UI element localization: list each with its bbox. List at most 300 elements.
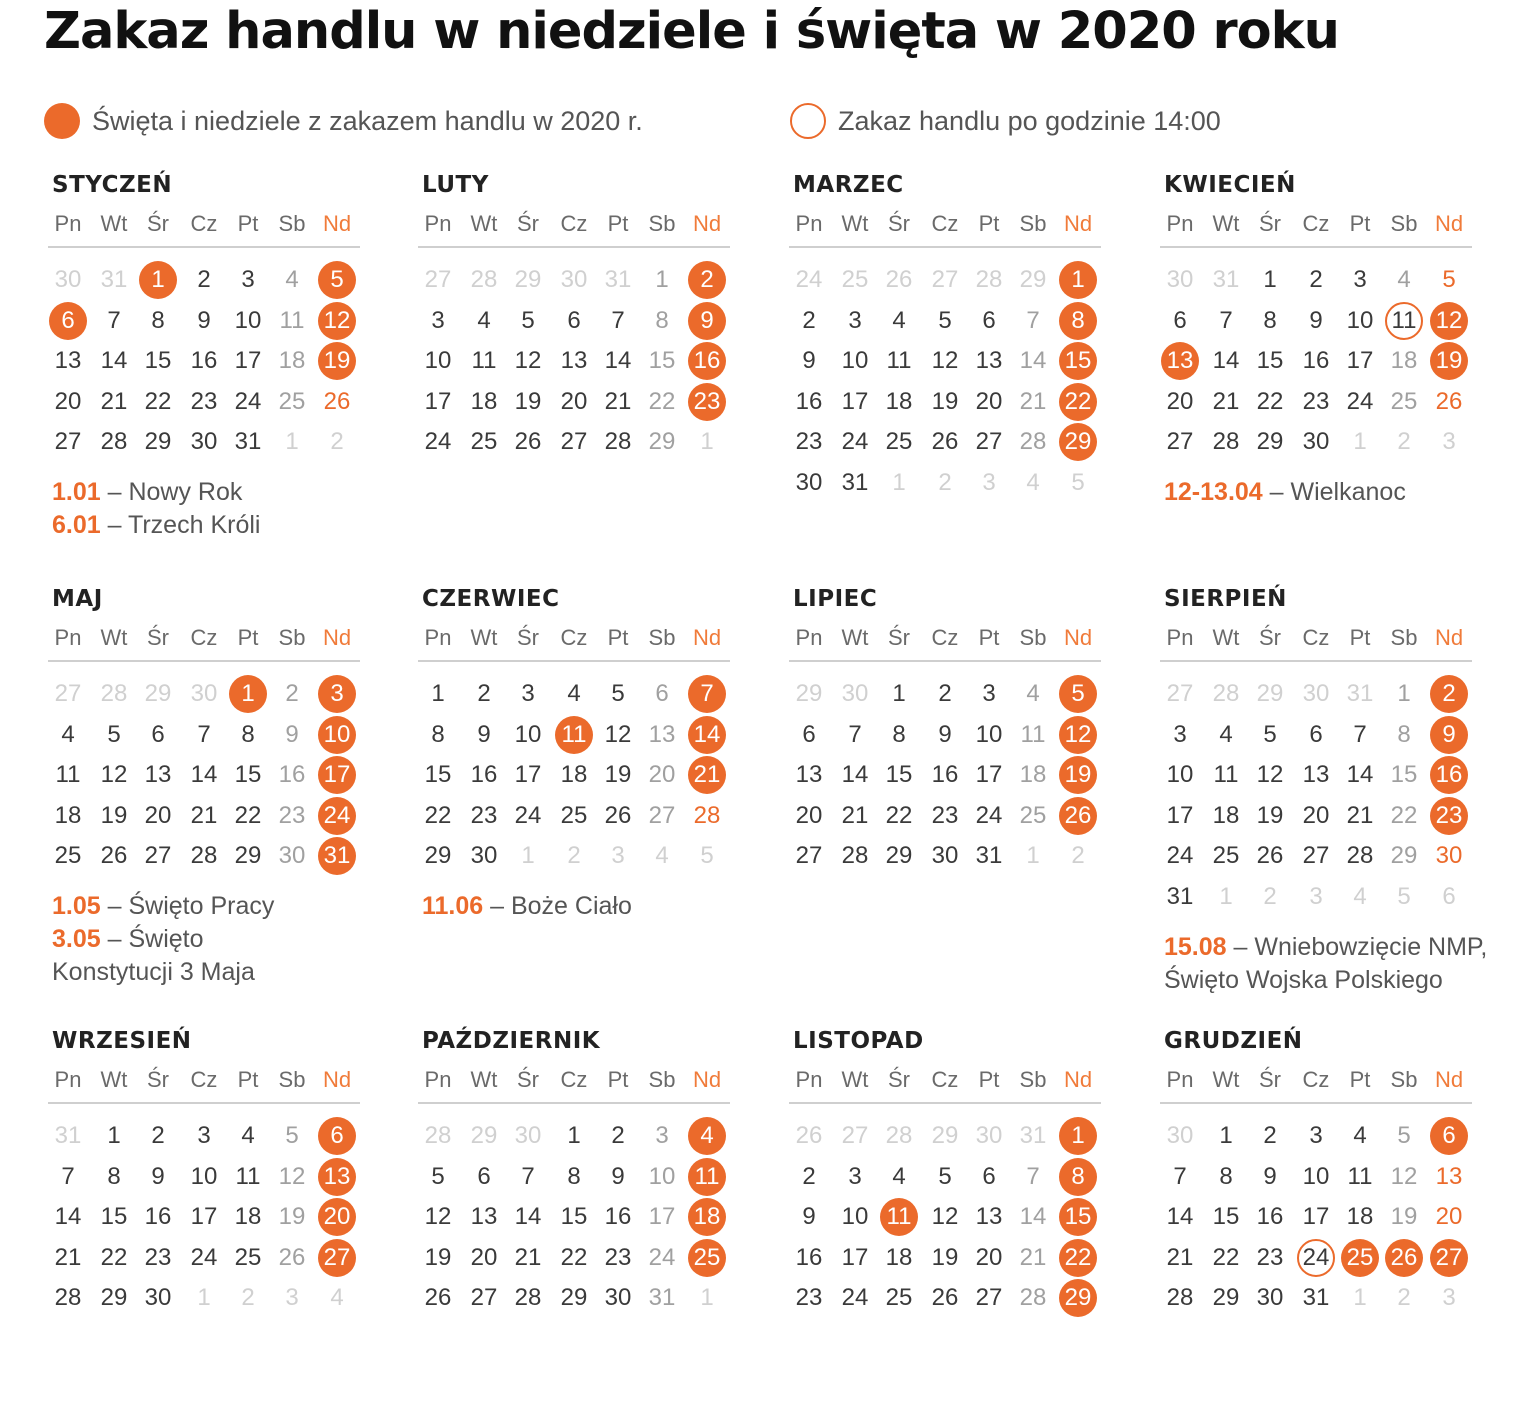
month-name: CZERWIEC [422,586,560,612]
weekday-label: Wt [1212,211,1240,236]
day-cell: 2 [567,842,581,869]
month-name: PAŹDZIERNIK [422,1028,601,1054]
day-cell: 1 [1353,1284,1367,1311]
day-cell: 2 [1263,1122,1277,1149]
day-cell: 12 [1390,1162,1418,1190]
day-cell: 19 [318,342,356,380]
day-cell: 6 [1430,1117,1468,1155]
day-cell: 26 [1256,842,1284,869]
weekday-label: Śr [888,211,910,236]
month-name: STYCZEŃ [52,172,173,198]
weekday-label: Cz [931,211,959,236]
day-cell: 2 [1071,842,1085,869]
day-cell: 3 [1442,1284,1456,1311]
weekday-label: Nd [692,1067,722,1092]
day-cell: 2 [1309,266,1323,293]
day-cell: 3 [1309,1122,1323,1149]
day-cell: 30 [190,680,218,707]
day-cell: 25 [1390,387,1418,415]
day-cell: 30 [795,468,823,496]
day-cell: 23 [470,801,498,829]
day-cell: 8 [1263,306,1277,334]
day-cell: 25 [1341,1239,1379,1277]
day-cell: 5 [938,306,952,334]
weekday-label: Wt [470,211,498,236]
day-cell: 26 [1385,1239,1423,1277]
day-cell: 25 [234,1243,262,1271]
day-cell: 11 [1385,302,1423,340]
day-cell: 28 [514,1284,542,1311]
holiday-note [52,476,382,509]
day-cell: 6 [802,720,816,748]
day-cell: 18 [688,1198,726,1236]
day-cell: 31 [604,266,632,293]
filled-circle-icon [44,103,80,139]
weekday-label: Nd [1434,211,1464,236]
month-8 [48,1028,368,1428]
weekday-header [48,1062,360,1104]
day-cell: 5 [318,261,356,299]
day-cell: 30 [560,266,588,293]
weekday-label: Sb [278,1067,306,1092]
day-cell: 2 [938,680,952,707]
day-cell: 24 [424,428,452,455]
day-cell: 7 [688,675,726,713]
day-cell: 22 [1059,1239,1097,1277]
day-cell: 23 [1256,1243,1284,1271]
day-cell: 15 [648,347,676,374]
day-cell: 14 [54,1203,82,1230]
day-cell: 13 [318,1158,356,1196]
day-cell: 8 [1219,1162,1233,1190]
day-cell: 5 [1397,1122,1411,1149]
day-cell: 17 [841,387,869,415]
day-cell: 18 [560,761,588,788]
holiday-note [1164,931,1494,964]
day-cell: 27 [1430,1239,1468,1277]
weekday-label: Śr [1259,1067,1281,1092]
holiday-note [422,890,752,923]
weekday-label: Pn [424,211,452,236]
day-cell: 31 [1212,266,1240,293]
day-cell: 16 [795,1243,823,1271]
day-cell: 2 [1263,882,1277,910]
day-cell: 4 [285,266,299,293]
day-cell: 10 [975,720,1003,748]
holiday-name: – Święto [100,925,204,953]
day-cell: 17 [648,1203,676,1230]
weekday-label: Wt [100,625,128,650]
day-cell: 22 [1256,387,1284,415]
weekday-label: Śr [517,625,539,650]
day-cell: 26 [514,428,542,455]
day-cell: 12 [1256,761,1284,788]
day-cell: 16 [144,1203,172,1230]
day-cell: 26 [1435,387,1463,415]
day-cell: 6 [982,306,996,334]
day-cell: 4 [892,1162,906,1190]
day-cell: 28 [693,801,721,829]
month-4 [48,586,368,986]
day-cell: 22 [560,1243,588,1271]
day-cell: 3 [1442,428,1456,455]
day-cell: 5 [1442,266,1456,293]
day-cell: 16 [1302,347,1330,374]
day-cell: 30 [514,1122,542,1149]
day-cell: 11 [688,1158,726,1196]
weekday-label: Sb [1390,211,1418,236]
day-cell: 4 [1353,882,1367,910]
day-cell: 20 [54,387,82,415]
day-cell: 19 [1059,756,1097,794]
holiday-name: Święto Wojska Polskiego [1164,965,1443,994]
day-cell: 26 [931,1284,959,1311]
day-cell: 14 [688,716,726,754]
day-cell: 25 [278,387,306,415]
day-cell: 1 [1263,266,1277,293]
day-cell: 29 [100,1284,128,1311]
month-5 [418,586,738,986]
day-cell: 10 [841,347,869,374]
day-cell: 3 [611,842,625,869]
holiday-name: – Trzech Króli [100,511,261,539]
month-6 [789,586,1109,986]
holiday-name: Konstytucji 3 Maja [52,958,255,986]
weekday-header [418,206,730,248]
day-cell: 16 [1430,756,1468,794]
day-cell: 10 [1302,1162,1330,1190]
day-cell: 11 [1213,761,1239,788]
day-cell: 20 [975,1243,1003,1271]
day-cell: 19 [514,387,542,415]
weekday-label: Cz [560,625,588,650]
day-cell: 13 [975,347,1003,374]
month-7 [1160,586,1488,994]
weekday-label: Sb [278,211,306,236]
day-cell: 21 [190,801,218,829]
day-cell: 13 [470,1203,498,1230]
day-cell: 7 [521,1162,535,1190]
day-cell: 3 [1309,882,1323,910]
holiday-note [1164,476,1494,509]
day-cell: 27 [931,266,959,293]
day-cell: 7 [107,306,121,334]
day-cell: 3 [1353,266,1367,293]
day-cell: 1 [1026,842,1040,869]
day-cell: 31 [318,837,356,875]
day-cell: 14 [1346,761,1374,788]
day-cell: 31 [1346,680,1374,707]
weekday-label: Wt [100,1067,128,1092]
weekday-header [1160,1062,1472,1104]
weekday-label: Cz [190,211,218,236]
day-cell: 8 [567,1162,581,1190]
weekday-label: Sb [1390,1067,1418,1092]
day-cell: 24 [318,797,356,835]
day-cell: 30 [190,428,218,455]
holiday-date: 15.08 [1164,932,1227,961]
day-cell: 29 [648,428,676,455]
day-cell: 24 [234,387,262,415]
day-cell: 12 [604,720,632,748]
weekday-label: Śr [147,1067,169,1092]
weekday-label: Cz [190,1067,218,1092]
weekday-label: Wt [841,625,869,650]
day-cell: 21 [1346,801,1374,829]
day-cell: 11 [880,1198,918,1236]
day-cell: 18 [278,347,306,374]
day-cell: 24 [190,1243,218,1271]
day-cell: 12 [318,302,356,340]
day-cell: 1 [700,428,714,455]
day-cell: 30 [604,1284,632,1311]
day-cell: 14 [841,761,869,788]
day-cell: 20 [560,387,588,415]
weekday-label: Śr [147,211,169,236]
day-cell: 2 [197,266,211,293]
weekday-label: Nd [692,625,722,650]
day-cell: 11 [1347,1162,1373,1190]
day-cell: 17 [841,1243,869,1271]
day-cell: 27 [1302,842,1330,869]
weekday-header [48,206,360,248]
day-cell: 6 [1173,306,1187,334]
day-cell: 29 [514,266,542,293]
day-cell: 10 [648,1162,676,1190]
day-cell: 15 [885,761,913,788]
day-cell: 29 [144,428,172,455]
day-cell: 29 [795,680,823,707]
day-cell: 28 [100,680,128,707]
day-cell: 3 [241,266,255,293]
day-cell: 21 [841,801,869,829]
day-cell: 24 [1346,387,1374,415]
day-cell: 23 [278,801,306,829]
day-cell: 1 [1219,882,1233,910]
day-cell: 1 [655,266,669,293]
day-cell: 4 [241,1122,255,1149]
weekday-label: Pt [978,625,1000,650]
day-cell: 5 [1059,675,1097,713]
day-cell: 16 [190,347,218,374]
day-cell: 15 [1256,347,1284,374]
day-cell: 26 [795,1122,823,1149]
holiday-name: – Nowy Rok [100,478,243,506]
day-cell: 21 [688,756,726,794]
day-cell: 31 [1166,882,1194,910]
weekday-label: Cz [1302,625,1330,650]
weekday-label: Wt [1212,1067,1240,1092]
month-name: LIPIEC [793,586,878,612]
day-cell: 3 [982,468,996,496]
day-cell: 30 [1302,680,1330,707]
day-cell: 8 [655,306,669,334]
legend-half [790,100,1221,142]
day-cell: 8 [1397,720,1411,748]
weekday-label: Pn [1166,1067,1194,1092]
day-cell: 14 [190,761,218,788]
day-cell: 29 [144,680,172,707]
day-cell: 23 [604,1243,632,1271]
weekday-label: Pt [1349,211,1371,236]
day-cell: 13 [975,1203,1003,1230]
weekday-label: Wt [470,1067,498,1092]
month-11 [1160,1028,1480,1428]
day-cell: 3 [197,1122,211,1149]
weekday-label: Wt [100,211,128,236]
day-cell: 14 [514,1203,542,1230]
day-cell: 31 [648,1284,676,1311]
day-cell: 9 [285,720,299,748]
day-cell: 18 [1390,347,1418,374]
day-cell: 25 [1212,842,1240,869]
day-cell: 28 [841,842,869,869]
day-cell: 30 [975,1122,1003,1149]
day-cell: 4 [655,842,669,869]
day-cell: 18 [1019,761,1047,788]
day-cell: 27 [318,1239,356,1277]
day-cell: 30 [931,842,959,869]
weekday-label: Sb [278,625,306,650]
day-cell: 31 [234,428,262,455]
day-cell: 26 [323,387,351,415]
day-cell: 1 [892,680,906,707]
holiday-date: 3.05 [52,925,101,953]
day-cell: 26 [931,428,959,455]
weekday-label: Pn [54,1067,82,1092]
day-cell: 22 [234,801,262,829]
day-cell: 1 [197,1284,211,1311]
day-cell: 7 [197,720,211,748]
day-cell: 11 [1020,720,1046,748]
day-cell: 29 [234,842,262,869]
weekday-label: Wt [1212,625,1240,650]
day-cell: 4 [1219,720,1233,748]
weekday-label: Sb [1019,211,1047,236]
day-cell: 10 [514,720,542,748]
day-cell: 29 [1019,266,1047,293]
day-cell: 17 [190,1203,218,1230]
weekday-label: Wt [841,1067,869,1092]
day-cell: 30 [1435,842,1463,869]
holiday-name: – Święto Pracy [100,892,275,920]
day-cell: 28 [424,1122,452,1149]
weekday-label: Pt [1349,1067,1371,1092]
day-cell: 30 [1166,266,1194,293]
weekday-label: Śr [1259,625,1281,650]
month-name: KWIECIEŃ [1164,172,1296,198]
page-title: Zakaz handlu w niedziele i święta w 2020 roku [44,2,1339,61]
day-cell: 10 [318,716,356,754]
holiday-date: 12-13.04 [1164,478,1263,506]
month-name: WRZESIEŃ [52,1028,192,1054]
day-cell: 10 [234,306,262,334]
day-cell: 4 [477,306,491,334]
day-cell: 28 [1166,1284,1194,1311]
day-cell: 31 [1302,1284,1330,1311]
day-cell: 4 [61,720,75,748]
month-name: GRUDZIEŃ [1164,1028,1303,1054]
weekday-label: Nd [322,1067,352,1092]
weekday-label: Pt [607,1067,629,1092]
weekday-label: Nd [692,211,722,236]
weekday-label: Nd [1063,625,1093,650]
day-cell: 6 [982,1162,996,1190]
day-cell: 29 [1059,423,1097,461]
day-cell: 9 [1430,716,1468,754]
day-cell: 28 [885,1122,913,1149]
day-cell: 18 [885,387,913,415]
day-cell: 3 [655,1122,669,1149]
day-cell: 8 [107,1162,121,1190]
day-cell: 14 [1019,1203,1047,1230]
day-cell: 23 [688,383,726,421]
weekday-header [418,620,730,662]
day-cell: 4 [330,1284,344,1311]
weekday-label: Pt [237,211,259,236]
day-cell: 6 [151,720,165,748]
month-1 [418,172,738,572]
day-cell: 20 [1302,801,1330,829]
weekday-label: Nd [322,625,352,650]
day-cell: 15 [100,1203,128,1230]
day-cell: 26 [278,1243,306,1271]
day-cell: 9 [1309,306,1323,334]
day-cell: 12 [1430,302,1468,340]
day-cell: 13 [1302,761,1330,788]
day-cell: 22 [1390,801,1418,829]
weekday-label: Wt [470,625,498,650]
day-cell: 11 [235,1162,261,1190]
day-cell: 29 [1390,842,1418,869]
day-cell: 19 [931,1243,959,1271]
weekday-label: Śr [888,1067,910,1092]
day-cell: 2 [1430,675,1468,713]
month-name: SIERPIEŃ [1164,586,1287,612]
day-cell: 9 [688,302,726,340]
weekday-label: Sb [648,625,676,650]
weekday-label: Sb [1019,1067,1047,1092]
month-2 [789,172,1109,572]
day-cell: 28 [1212,428,1240,455]
holiday-date: 1.05 [52,892,101,920]
day-cell: 17 [1166,801,1194,829]
weekday-header [48,620,360,662]
day-cell: 8 [151,306,165,334]
day-cell: 4 [1026,468,1040,496]
holiday-date: 11.06 [422,892,484,920]
day-cell: 24 [514,801,542,829]
day-cell: 9 [1263,1162,1277,1190]
day-cell: 7 [1026,306,1040,334]
day-cell: 15 [1059,1198,1097,1236]
weekday-label: Cz [1302,211,1330,236]
day-cell: 25 [470,428,498,455]
day-cell: 16 [278,761,306,788]
weekday-label: Śr [517,211,539,236]
day-cell: 18 [1212,801,1240,829]
day-cell: 5 [1397,882,1411,910]
day-cell: 29 [1212,1284,1240,1311]
weekday-label: Pt [607,211,629,236]
day-cell: 1 [1219,1122,1233,1149]
day-cell: 1 [521,842,535,869]
month-name: MARZEC [793,172,904,198]
day-cell: 12 [1059,716,1097,754]
day-cell: 7 [1026,1162,1040,1190]
day-cell: 9 [802,347,816,374]
day-cell: 5 [611,680,625,707]
